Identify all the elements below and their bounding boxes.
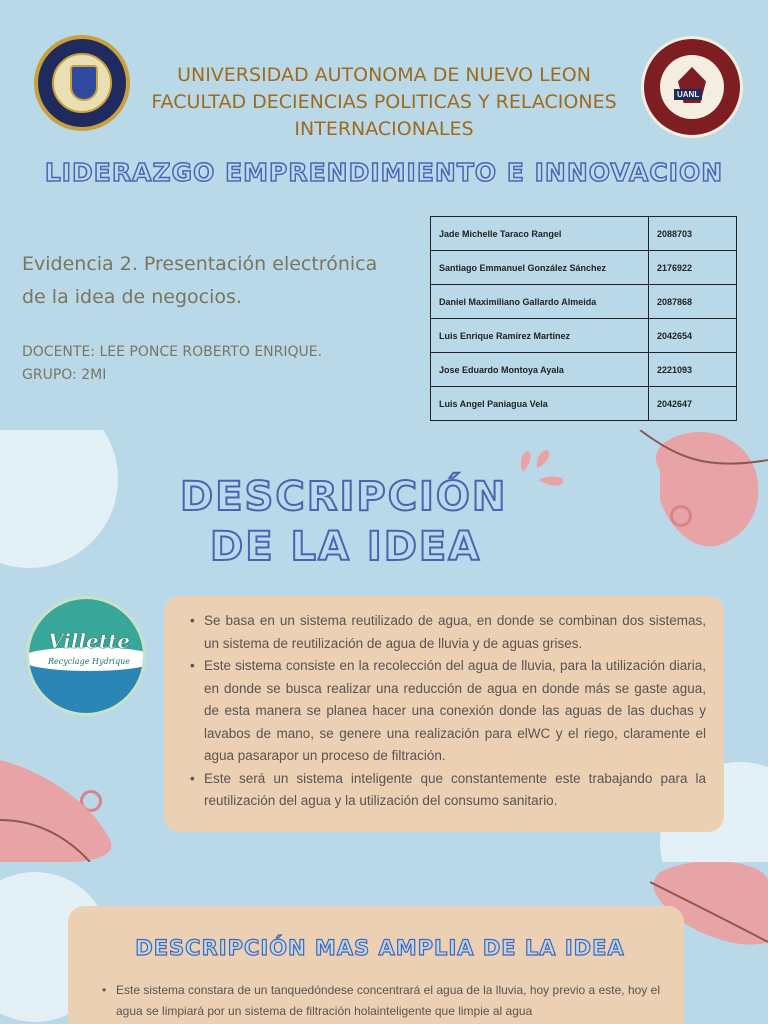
extended-description-page: [0, 862, 768, 1024]
cover-page: [0, 0, 768, 430]
extended-description-card: [68, 906, 684, 1024]
docente-info: [22, 341, 422, 387]
member-id: 2221093: [649, 353, 737, 387]
member-name: Luis Angel Paniagua Vela: [431, 387, 649, 421]
member-id: 2042654: [649, 319, 737, 353]
bullet-item: • Este sistema consiste en la recolección del agua de lluvia, para la utilización diaria, en donde se busca realizar una reducción de agua en donde más se gaste agua, de esta manera se planea hacer una conexión donde las aguas de las duchas y lavabos de mano, se genere una realización para elWC y el riego, claramente el agua pasarapor un proceso de filtración.: [188, 655, 706, 768]
grupo-line: GRUPO: 2MI: [22, 367, 107, 383]
member-row: [431, 217, 737, 251]
member-name: Daniel Maximiliano Gallardo Almeida: [431, 285, 649, 319]
pink-blob-shape: [620, 430, 768, 560]
decorative-circle: [0, 430, 118, 568]
faculty-seal-icon: [641, 36, 743, 138]
member-id: 2042647: [649, 387, 737, 421]
member-id: 2087868: [649, 285, 737, 319]
evidence-title: [22, 248, 402, 314]
extended-heading: DESCRIPCIÓN MAS AMPLIA DE LA IDEA: [135, 936, 625, 960]
member-id: 2088703: [649, 217, 737, 251]
description-card: [164, 596, 724, 832]
member-row: [431, 353, 737, 387]
member-row: [431, 319, 737, 353]
university-seal-icon: [34, 35, 130, 131]
course-title: LIDERAZGO EMPRENDIMIENTO E INNOVACION: [44, 158, 724, 187]
description-heading: [180, 472, 540, 572]
logo-tagline: Recyclage Hydrique: [48, 657, 130, 666]
member-row: [431, 387, 737, 421]
description-heading-line-1: DESCRIPCIÓN: [180, 474, 508, 520]
members-table: [430, 216, 737, 421]
ring-decoration: [670, 505, 692, 527]
bullet-item: • Se basa en un sistema reutilizado de agua, en donde se combinan dos sistemas, un sistema de reutilización de agua de lluvia y de aguas grises.: [188, 610, 706, 655]
description-list: [188, 610, 706, 813]
university-line-3: INTERNACIONALES: [294, 118, 474, 140]
member-name: Jade Michelle Taraco Rangel: [431, 217, 649, 251]
extended-list: [100, 980, 660, 1022]
member-name: Luis Enrique Ramírez Martínez: [431, 319, 649, 353]
bullet-item: • Este sistema constara de un tanquedóndese concentrará el agua de la lluvia, hoy previo a este, hoy el agua se limpiará por un sistema de filtración holainteligente que limpie al agua: [100, 980, 660, 1022]
university-line-2: FACULTAD DECIENCIAS POLITICAS Y RELACIONES: [151, 91, 617, 113]
evidence-line-1: Evidencia 2. Presentación electrónica: [22, 253, 378, 275]
villette-logo-icon: [26, 596, 146, 716]
member-name: Santiago Emmanuel González Sánchez: [431, 251, 649, 285]
bullet-item: • Este será un sistema inteligente que constantemente este trabajando para la reutilización del agua y la utilización del consumo sanitario.: [188, 768, 706, 813]
evidence-line-2: de la idea de negocios.: [22, 286, 242, 308]
university-title: [140, 62, 628, 143]
member-id: 2176922: [649, 251, 737, 285]
description-heading-line-2: DE LA IDEA: [210, 524, 482, 570]
description-page: [0, 430, 768, 862]
member-row: [431, 251, 737, 285]
member-row: [431, 285, 737, 319]
member-name: Jose Eduardo Montoya Ayala: [431, 353, 649, 387]
pink-blob-shape: [0, 760, 120, 862]
logo-name: Villette: [48, 629, 130, 653]
faculty-seal-text: UANL: [674, 89, 702, 100]
docente-line: DOCENTE: LEE PONCE ROBERTO ENRIQUE.: [22, 344, 323, 360]
university-line-1: UNIVERSIDAD AUTONOMA DE NUEVO LEON: [177, 64, 591, 86]
